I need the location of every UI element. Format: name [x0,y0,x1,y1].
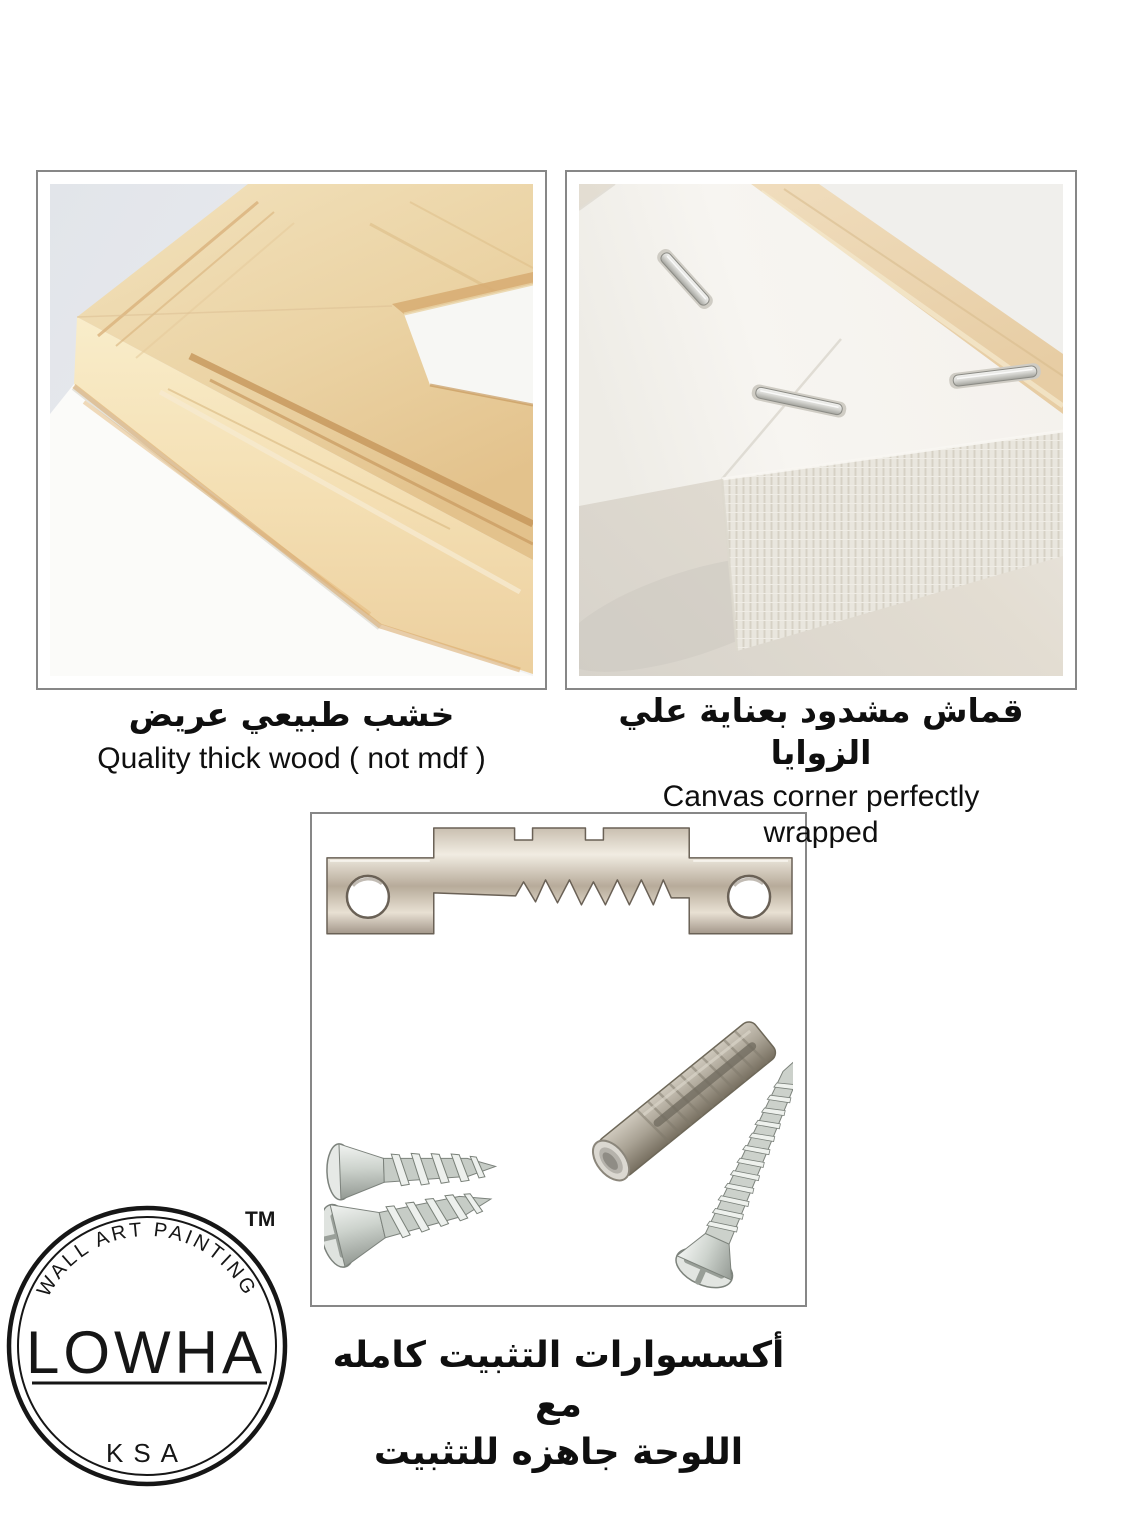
logo-brand-text: LOWHA [25,1319,267,1386]
canvas-caption [565,690,1077,851]
hanger-hole-right [728,876,770,918]
wood-caption-arabic: خشب طبيعي عريض [128,695,455,734]
hanger-hole-left [347,876,389,918]
hardware-caption-arabic-line1: أكسسوارات التثبيت كامله مع [332,1335,785,1425]
canvas-caption-english-line1: Canvas corner perfectly [662,780,980,814]
hardware-caption [310,1332,807,1478]
wood-frame-corner-illustration [50,184,533,676]
trademark-symbol: TM [245,1208,276,1231]
wood-frame-photo-box [36,170,547,690]
canvas-caption-arabic: قماش مشدود بعناية علي الزوايا [618,691,1024,773]
hanging-hardware-illustration [324,826,793,1293]
logo-arc-text: WALL ART PAINTING [32,1218,262,1301]
canvas-caption-english-line2: wrapped [763,816,879,850]
canvas-corner-illustration [579,184,1063,676]
lowha-logo-stamp [5,1196,295,1496]
canvas-corner-photo-box [565,170,1077,690]
hardware-kit-photo-box [310,812,807,1307]
hardware-caption-arabic-line2: اللوحة جاهزه للتثبيت [373,1432,744,1474]
logo-region-text: KSA [105,1438,189,1468]
wood-caption [36,694,547,777]
wood-caption-english: Quality thick wood ( not mdf ) [97,742,486,776]
lowha-logo [5,1196,295,1496]
